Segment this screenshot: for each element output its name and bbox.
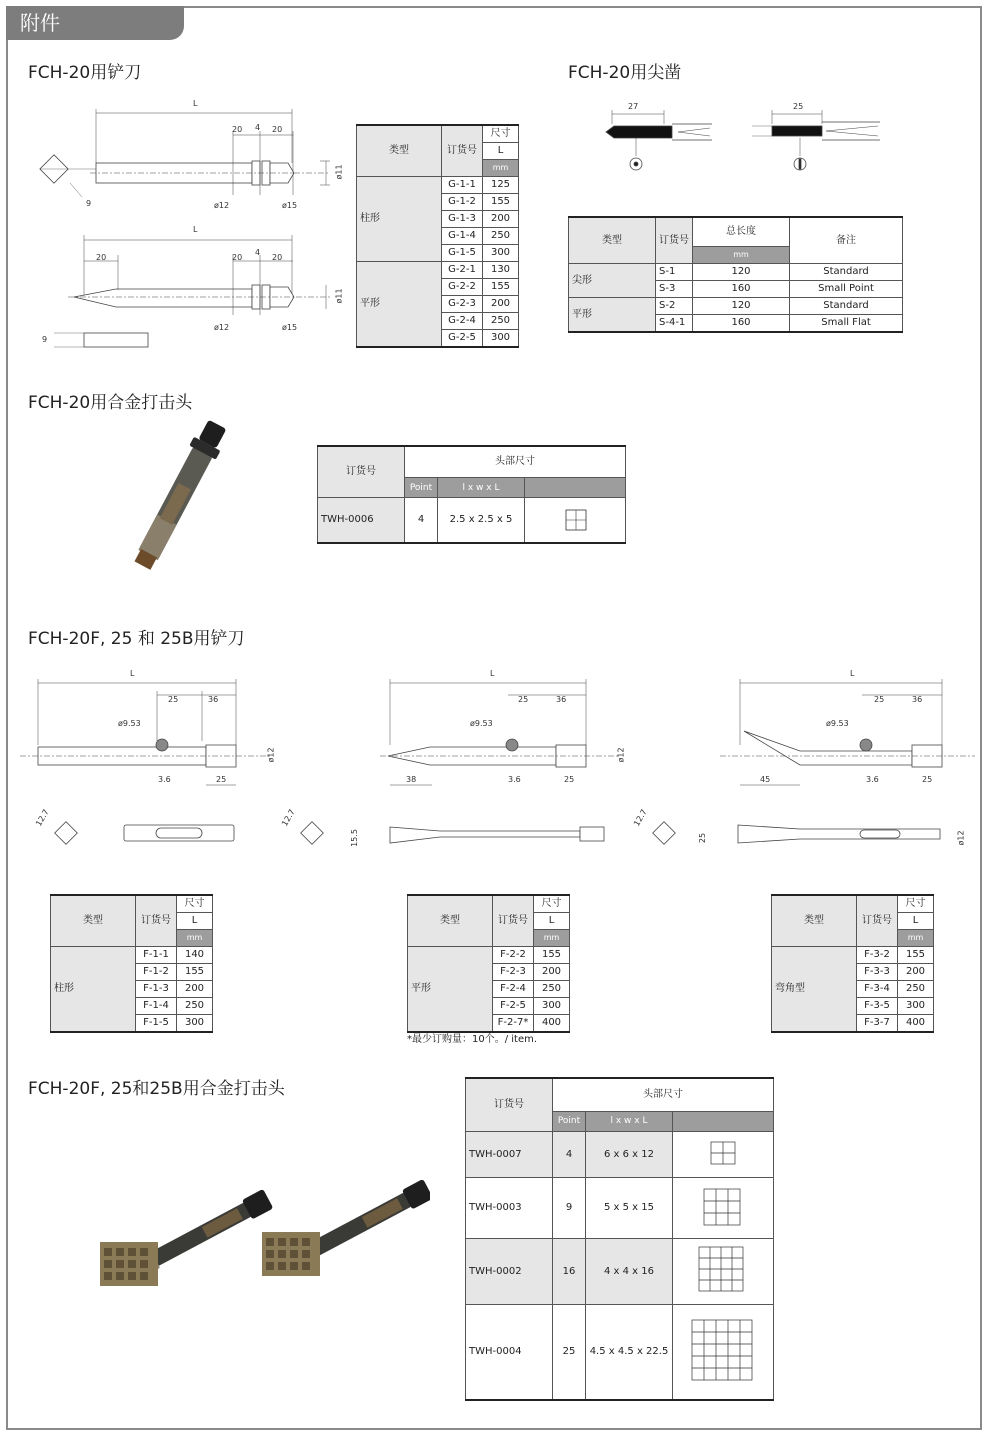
bush-head-table-2 [465, 1077, 774, 1401]
order-cell: S-3 [656, 281, 693, 298]
order-cell: F-1-4 [136, 998, 177, 1015]
th-l: L [177, 913, 213, 930]
dim-20a: 20 [232, 125, 243, 134]
dim-36d: 36 [912, 695, 923, 704]
type-cell: 柱形 [51, 947, 136, 1033]
th-order: 订货号 [442, 125, 483, 177]
grid-2x2-icon [550, 500, 600, 536]
th-mm: mm [177, 930, 213, 947]
dim-l-b: L [490, 669, 495, 678]
remark-cell: Small Flat [790, 315, 903, 333]
dim-36b-a: 3.6 [158, 775, 171, 784]
grid-4x4-icon [685, 1239, 761, 1299]
order-cell: TWH-0007 [466, 1132, 553, 1178]
order-cell: F-3-5 [857, 998, 898, 1015]
order-cell: F-2-7* [493, 1015, 534, 1033]
th-blank [673, 1111, 774, 1131]
grid-5x5-icon [678, 1308, 768, 1392]
length-cell: 200 [534, 964, 570, 981]
type-cell: 平形 [357, 262, 442, 348]
length-cell: 155 [483, 194, 519, 211]
grid-cell [673, 1239, 774, 1305]
dim-20b: 20 [272, 125, 283, 134]
dim-25-chisel: 25 [793, 102, 804, 111]
dim-l-a: L [130, 669, 135, 678]
dim-155: 15.5 [349, 829, 359, 847]
remark-cell: Standard [790, 298, 903, 315]
dim-25f: 25 [922, 775, 933, 784]
heading-fch20f-scraper: FCH-20F, 25 和 25B用铲刀 [28, 629, 245, 649]
th-head-size: 头部尺寸 [405, 446, 626, 478]
order-cell: F-3-3 [857, 964, 898, 981]
order-cell: G-2-3 [442, 296, 483, 313]
heading-fch20-scraper: FCH-20用铲刀 [28, 63, 142, 83]
dim-25g: 25 [698, 832, 708, 844]
dim-9a: 9 [86, 199, 92, 208]
th-order: 订货号 [857, 895, 898, 947]
dim-36a: 36 [208, 695, 219, 704]
th-order: 订货号 [493, 895, 534, 947]
grid-cell [673, 1305, 774, 1401]
th-l: L [898, 913, 934, 930]
th-type: 类型 [357, 125, 442, 177]
th-type: 类型 [408, 895, 493, 947]
order-cell: G-1-5 [442, 245, 483, 262]
dim-953b: ø9.53 [470, 719, 493, 728]
point-cell: 25 [553, 1305, 586, 1401]
dim-25c: 25 [518, 695, 529, 704]
length-cell: 300 [534, 998, 570, 1015]
length-cell: 250 [177, 998, 213, 1015]
order-cell: G-2-5 [442, 330, 483, 348]
type-cell: 平形 [408, 947, 493, 1033]
point-cell: 4 [553, 1132, 586, 1178]
length-cell: 200 [898, 964, 934, 981]
grid-cell [525, 498, 626, 544]
point-cell: 16 [553, 1239, 586, 1305]
order-cell: F-2-2 [493, 947, 534, 964]
fch20f-angle-table [771, 894, 934, 1033]
order-cell: G-2-4 [442, 313, 483, 330]
type-cell: 平形 [569, 298, 656, 333]
section-tab: 附件 [6, 6, 184, 40]
length-cell: 140 [177, 947, 213, 964]
order-cell: G-1-2 [442, 194, 483, 211]
remark-cell: Small Point [790, 281, 903, 298]
order-cell: F-2-4 [493, 981, 534, 998]
length-cell: 200 [483, 296, 519, 313]
length-cell: 400 [898, 1015, 934, 1033]
length-cell: 160 [693, 281, 790, 298]
dim-127b: 12.7 [280, 807, 297, 828]
min-order-note: *最少订购量：10个。/ item. [407, 1034, 538, 1045]
dims-cell: 4 x 4 x 16 [586, 1239, 673, 1305]
th-order: 订货号 [318, 446, 405, 498]
length-cell: 400 [534, 1015, 570, 1033]
heading-fch20-chisel: FCH-20用尖凿 [568, 63, 682, 83]
th-order: 订货号 [466, 1078, 553, 1132]
dim-d12-a: ø12 [266, 747, 276, 763]
th-mm: mm [898, 930, 934, 947]
fch20f-flat-table [407, 894, 570, 1033]
order-cell: F-2-3 [493, 964, 534, 981]
dims-cell: 4.5 x 4.5 x 22.5 [586, 1305, 673, 1401]
dim-25a: 25 [168, 695, 179, 704]
dims-cell: 2.5 x 2.5 x 5 [438, 498, 525, 544]
length-cell: 125 [483, 177, 519, 194]
dim-25d: 25 [564, 775, 575, 784]
dim-l-bottom: L [193, 225, 198, 234]
dim-d12-c: ø12 [956, 830, 966, 846]
order-cell: F-1-3 [136, 981, 177, 998]
order-cell: G-2-2 [442, 279, 483, 296]
th-size: 尺寸 [898, 895, 934, 913]
th-type: 类型 [569, 217, 656, 264]
th-total-length: 总长度 [693, 217, 790, 247]
dim-953a: ø9.53 [118, 719, 141, 728]
order-cell: F-2-5 [493, 998, 534, 1015]
order-cell: G-1-4 [442, 228, 483, 245]
bush-tool-photo [90, 420, 270, 570]
scraper-table [356, 124, 519, 348]
chisel-drawing [600, 98, 900, 178]
dim-38: 38 [406, 775, 417, 784]
grid-cell [673, 1132, 774, 1178]
order-cell: F-1-2 [136, 964, 177, 981]
dim-d12b: ø12 [214, 323, 230, 332]
order-cell: TWH-0006 [318, 498, 405, 544]
length-cell: 250 [898, 981, 934, 998]
th-order: 订货号 [136, 895, 177, 947]
order-cell: S-1 [656, 264, 693, 281]
order-cell: TWH-0003 [466, 1178, 553, 1239]
order-cell: S-2 [656, 298, 693, 315]
th-mm: mm [483, 160, 519, 177]
length-cell: 155 [177, 964, 213, 981]
order-cell: F-3-2 [857, 947, 898, 964]
type-cell: 尖形 [569, 264, 656, 298]
dim-d15b: ø15 [282, 323, 298, 332]
dim-d12a: ø12 [214, 201, 230, 210]
dim-4a: 4 [255, 123, 261, 132]
heading-fch20f-bush-head: FCH-20F, 25和25B用合金打击头 [28, 1079, 285, 1099]
length-cell: 120 [693, 264, 790, 281]
order-cell: TWH-0002 [466, 1239, 553, 1305]
dims-cell: 5 x 5 x 15 [586, 1178, 673, 1239]
dims-cell: 6 x 6 x 12 [586, 1132, 673, 1178]
dim-953c: ø9.53 [826, 719, 849, 728]
dim-4b: 4 [255, 248, 261, 257]
dim-20d: 20 [232, 253, 243, 262]
grid-cell [673, 1178, 774, 1239]
th-size: 尺寸 [177, 895, 213, 913]
length-cell: 155 [483, 279, 519, 296]
length-cell: 250 [483, 313, 519, 330]
th-remark: 备注 [790, 217, 903, 264]
point-cell: 4 [405, 498, 438, 544]
dim-25e: 25 [874, 695, 885, 704]
dim-20c: 20 [96, 253, 107, 262]
dim-l-c: L [850, 669, 855, 678]
grid-3x3-icon [688, 1179, 758, 1233]
order-cell: G-2-1 [442, 262, 483, 279]
point-cell: 9 [553, 1178, 586, 1239]
length-cell: 300 [483, 245, 519, 262]
th-mm: mm [693, 247, 790, 264]
dim-36c: 36 [556, 695, 567, 704]
th-size: 尺寸 [534, 895, 570, 913]
th-type: 类型 [51, 895, 136, 947]
th-order: 订货号 [656, 217, 693, 264]
order-cell: F-3-7 [857, 1015, 898, 1033]
length-cell: 155 [898, 947, 934, 964]
length-cell: 155 [534, 947, 570, 964]
th-point: Point [405, 478, 438, 498]
order-cell: F-1-1 [136, 947, 177, 964]
length-cell: 130 [483, 262, 519, 279]
remark-cell: Standard [790, 264, 903, 281]
th-blank [525, 478, 626, 498]
th-head-size: 头部尺寸 [553, 1078, 774, 1111]
dim-36b-b: 3.6 [508, 775, 521, 784]
length-cell: 300 [898, 998, 934, 1015]
type-cell: 柱形 [357, 177, 442, 262]
bush-head-table-1 [317, 445, 626, 544]
grid-2x2-icon [693, 1132, 753, 1172]
fch20f-scraper-drawings [20, 665, 980, 865]
order-cell: G-1-3 [442, 211, 483, 228]
th-point: Point [553, 1111, 586, 1131]
order-cell: G-1-1 [442, 177, 483, 194]
order-cell: F-1-5 [136, 1015, 177, 1033]
dim-9b: 9 [42, 335, 48, 344]
order-cell: F-3-4 [857, 981, 898, 998]
heading-fch20-bush-head: FCH-20用合金打击头 [28, 393, 193, 413]
th-l: L [534, 913, 570, 930]
order-cell: S-4-1 [656, 315, 693, 333]
scraper-drawing [30, 95, 350, 345]
chisel-table [568, 216, 903, 333]
th-size: 尺寸 [483, 125, 519, 143]
type-cell: 弯角型 [772, 947, 857, 1033]
th-lwl: l x w x L [586, 1111, 673, 1131]
bush-tools-photo [90, 1180, 430, 1310]
th-l: L [483, 143, 519, 160]
dim-127c: 12.7 [632, 807, 649, 828]
fch20f-round-table [50, 894, 213, 1033]
dim-36b-c: 3.6 [866, 775, 879, 784]
dim-45: 45 [760, 775, 771, 784]
dim-d12-b: ø12 [616, 747, 626, 763]
th-lwl: l x w x L [438, 478, 525, 498]
dim-27: 27 [628, 102, 639, 111]
dim-d11a: ø11 [334, 164, 344, 180]
length-cell: 250 [534, 981, 570, 998]
length-cell: 120 [693, 298, 790, 315]
length-cell: 300 [483, 330, 519, 348]
order-cell: TWH-0004 [466, 1305, 553, 1401]
length-cell: 300 [177, 1015, 213, 1033]
dim-20e: 20 [272, 253, 283, 262]
dim-25b: 25 [216, 775, 227, 784]
dim-127a: 12.7 [34, 807, 51, 828]
dim-d11b: ø11 [334, 288, 344, 304]
length-cell: 200 [483, 211, 519, 228]
length-cell: 160 [693, 315, 790, 333]
dim-d15a: ø15 [282, 201, 298, 210]
length-cell: 200 [177, 981, 213, 998]
dim-l-top: L [193, 99, 198, 108]
th-type: 类型 [772, 895, 857, 947]
th-mm: mm [534, 930, 570, 947]
length-cell: 250 [483, 228, 519, 245]
